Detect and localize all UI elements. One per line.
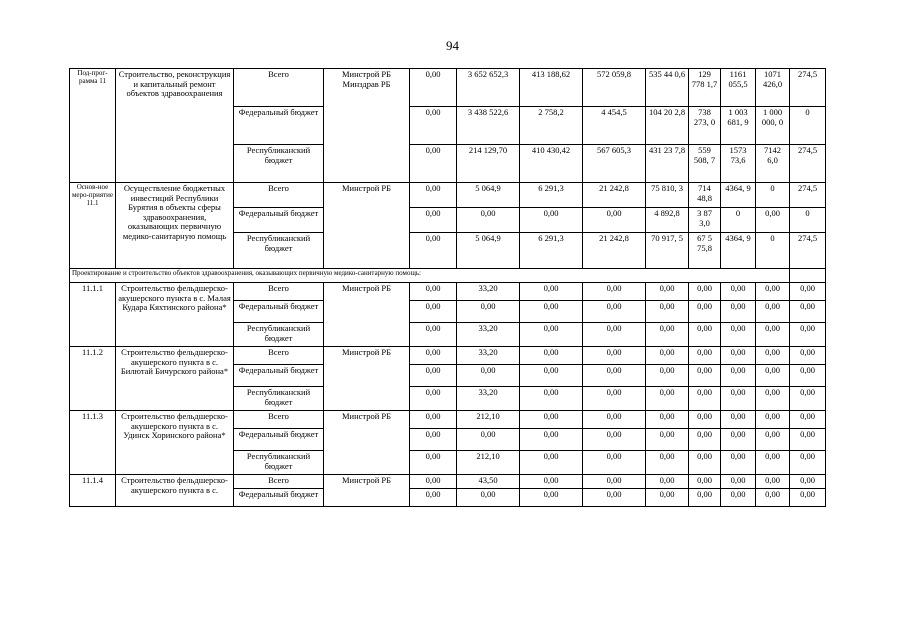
row-name: Строительство, реконструкция и капитальный ремонт объектов здравоохранения	[116, 69, 234, 183]
value-cell: 0,00	[790, 365, 826, 387]
value-cell: 567 605,3	[583, 145, 646, 183]
value-cell: 0,00	[756, 347, 790, 365]
value-cell: 0,00	[721, 475, 756, 489]
value-cell: 21 242,8	[583, 183, 646, 208]
value-cell: 67 5 75,8	[689, 233, 721, 269]
value-cell: 3 438 522,6	[457, 107, 520, 145]
value-cell: 0,00	[646, 301, 689, 323]
value-cell: 410 430,42	[520, 145, 583, 183]
value-cell: 33,20	[457, 387, 520, 411]
value-cell: 0,00	[457, 365, 520, 387]
value-cell: 104 20 2,8	[646, 107, 689, 145]
value-cell: 0,00	[410, 411, 457, 429]
value-cell: 0,00	[520, 208, 583, 233]
funding-source: Республиканский бюджет	[234, 233, 324, 269]
funding-source: Республиканский бюджет	[234, 323, 324, 347]
value-cell: 0,00	[689, 301, 721, 323]
value-cell: 0,00	[583, 489, 646, 507]
value-cell: 1573 73,6	[721, 145, 756, 183]
table-row	[70, 411, 826, 429]
value-cell: 0,00	[410, 365, 457, 387]
value-cell: 6 291,3	[520, 233, 583, 269]
value-cell: 1 000 000, 0	[756, 107, 790, 145]
value-cell: 0,00	[646, 347, 689, 365]
value-cell: 0,00	[410, 283, 457, 301]
executor: Минстрой РБ	[324, 411, 410, 475]
value-cell: 0,00	[646, 323, 689, 347]
value-cell: 129 778 1,7	[689, 69, 721, 107]
value-cell: 0,00	[646, 429, 689, 451]
table-row	[70, 283, 826, 301]
value-cell: 0,00	[457, 489, 520, 507]
value-cell: 0,00	[457, 208, 520, 233]
value-cell: 413 188,62	[520, 69, 583, 107]
value-cell: 0,00	[520, 387, 583, 411]
value-cell: 0,00	[756, 451, 790, 475]
value-cell: 0,00	[457, 301, 520, 323]
value-cell: 274,5	[790, 69, 826, 107]
value-cell: 0,00	[520, 475, 583, 489]
executor: Минстрой РБ	[324, 475, 410, 507]
value-cell: 0,00	[721, 347, 756, 365]
value-cell: 0,00	[790, 347, 826, 365]
value-cell: 5 064,9	[457, 233, 520, 269]
value-cell: 0,00	[756, 429, 790, 451]
value-cell: 0	[790, 107, 826, 145]
executor: Минстрой РБ	[324, 183, 410, 269]
value-cell: 1 003 681, 9	[721, 107, 756, 145]
value-cell: 0,00	[410, 208, 457, 233]
value-cell: 0,00	[583, 323, 646, 347]
section-empty-cell	[790, 269, 826, 283]
funding-source: Республиканский бюджет	[234, 145, 324, 183]
value-cell: 0,00	[721, 365, 756, 387]
value-cell: 0,00	[721, 387, 756, 411]
funding-source: Всего	[234, 411, 324, 429]
funding-source: Всего	[234, 283, 324, 301]
value-cell: 0,00	[756, 283, 790, 301]
value-cell: 2 758,2	[520, 107, 583, 145]
value-cell: 0,00	[583, 365, 646, 387]
row-code: 11.1.1	[70, 283, 116, 347]
value-cell: 0,00	[410, 323, 457, 347]
value-cell: 0,00	[721, 451, 756, 475]
row-name: Строительство фельдшерско-акушерского пункта в с. Удинск Хоринского района*	[116, 411, 234, 475]
value-cell: 0,00	[410, 183, 457, 208]
value-cell: 33,20	[457, 283, 520, 301]
value-cell: 0,00	[790, 411, 826, 429]
value-cell: 0,00	[520, 301, 583, 323]
value-cell: 0,00	[756, 387, 790, 411]
value-cell: 4 892,8	[646, 208, 689, 233]
value-cell: 4364, 9	[721, 183, 756, 208]
funding-source: Республиканский бюджет	[234, 451, 324, 475]
page-number: 94	[446, 38, 459, 53]
value-cell: 0,00	[790, 489, 826, 507]
value-cell: 0,00	[410, 387, 457, 411]
value-cell: 0,00	[410, 429, 457, 451]
value-cell: 0,00	[583, 208, 646, 233]
row-name: Строительство фельдшерско-акушерского пункта в с.	[116, 475, 234, 507]
table-row	[70, 69, 826, 107]
row-code: 11.1.2	[70, 347, 116, 411]
value-cell: 0,00	[646, 475, 689, 489]
value-cell: 0,00	[646, 451, 689, 475]
value-cell: 0,00	[790, 475, 826, 489]
budget-table	[69, 68, 826, 507]
value-cell: 1161 055,5	[721, 69, 756, 107]
row-code: Под-прог-рамма 11	[70, 69, 116, 183]
funding-source: Федеральный бюджет	[234, 301, 324, 323]
value-cell: 0,00	[410, 451, 457, 475]
value-cell: 0,00	[410, 301, 457, 323]
value-cell: 0,00	[721, 323, 756, 347]
value-cell: 0,00	[689, 489, 721, 507]
value-cell: 0,00	[790, 283, 826, 301]
section-title: Проектирование и строительство объектов здравоохранения, оказывающих первичную медико-санитарную помощь:	[70, 269, 790, 283]
value-cell: 0,00	[689, 475, 721, 489]
value-cell: 0,00	[583, 301, 646, 323]
value-cell: 212,10	[457, 451, 520, 475]
value-cell: 0,00	[689, 323, 721, 347]
value-cell: 0	[790, 208, 826, 233]
value-cell: 33,20	[457, 323, 520, 347]
value-cell: 3 652 652,3	[457, 69, 520, 107]
executor: Минстрой РБ Минздрав РБ	[324, 69, 410, 183]
value-cell: 0,00	[583, 387, 646, 411]
funding-source: Республиканский бюджет	[234, 387, 324, 411]
value-cell: 0,00	[646, 411, 689, 429]
value-cell: 535 44 0,6	[646, 69, 689, 107]
row-code: 11.1.3	[70, 411, 116, 475]
funding-source: Всего	[234, 183, 324, 208]
value-cell: 0,00	[721, 429, 756, 451]
row-code: Основ-ное меро-приятие 11.1	[70, 183, 116, 269]
value-cell: 33,20	[457, 347, 520, 365]
table-row	[70, 475, 826, 489]
value-cell: 0,00	[756, 411, 790, 429]
value-cell: 0,00	[689, 411, 721, 429]
funding-source: Федеральный бюджет	[234, 208, 324, 233]
value-cell: 212,10	[457, 411, 520, 429]
value-cell: 0,00	[520, 429, 583, 451]
row-name: Строительство фельдшерско-акушерского пункта в с. Малая Кудара Кяхтинского района*	[116, 283, 234, 347]
funding-source: Федеральный бюджет	[234, 489, 324, 507]
value-cell: 0,00	[756, 208, 790, 233]
value-cell: 0,00	[790, 301, 826, 323]
value-cell: 0,00	[756, 323, 790, 347]
value-cell: 0,00	[520, 451, 583, 475]
value-cell: 0,00	[756, 475, 790, 489]
funding-source: Федеральный бюджет	[234, 107, 324, 145]
value-cell: 43,50	[457, 475, 520, 489]
value-cell: 21 242,8	[583, 233, 646, 269]
value-cell: 0,00	[410, 145, 457, 183]
value-cell: 0,00	[790, 387, 826, 411]
value-cell: 0,00	[410, 489, 457, 507]
value-cell: 0,00	[410, 107, 457, 145]
value-cell: 714 48,8	[689, 183, 721, 208]
value-cell: 0	[756, 233, 790, 269]
value-cell: 431 23 7,8	[646, 145, 689, 183]
value-cell: 0	[721, 208, 756, 233]
table-row	[70, 183, 826, 208]
value-cell: 0,00	[721, 301, 756, 323]
value-cell: 0,00	[790, 429, 826, 451]
value-cell: 274,5	[790, 233, 826, 269]
value-cell: 5 064,9	[457, 183, 520, 208]
value-cell: 0,00	[646, 489, 689, 507]
row-name: Осуществление бюджетных инвестиций Республики Бурятия в объекты сферы здравоохранения, оказывающих первичную медико-санитарную помощь	[116, 183, 234, 269]
value-cell: 0,00	[646, 365, 689, 387]
value-cell: 0,00	[790, 323, 826, 347]
value-cell: 0,00	[520, 347, 583, 365]
value-cell: 0,00	[721, 489, 756, 507]
value-cell: 0,00	[583, 429, 646, 451]
value-cell: 75 810, 3	[646, 183, 689, 208]
value-cell: 0,00	[646, 387, 689, 411]
value-cell: 4364, 9	[721, 233, 756, 269]
value-cell: 0,00	[689, 451, 721, 475]
row-name: Строительство фельдшерско-акушерского пункта в с. Билютай Бичурского района*	[116, 347, 234, 411]
section-row	[70, 269, 826, 283]
value-cell: 0,00	[520, 323, 583, 347]
value-cell: 0,00	[410, 475, 457, 489]
value-cell: 0,00	[583, 475, 646, 489]
value-cell: 274,5	[790, 145, 826, 183]
value-cell: 1071 426,0	[756, 69, 790, 107]
value-cell: 0,00	[520, 411, 583, 429]
value-cell: 0,00	[583, 283, 646, 301]
value-cell: 0,00	[410, 347, 457, 365]
value-cell: 0,00	[583, 411, 646, 429]
value-cell: 274,5	[790, 183, 826, 208]
value-cell: 0,00	[756, 365, 790, 387]
value-cell: 0,00	[646, 283, 689, 301]
table-row	[70, 347, 826, 365]
value-cell: 0,00	[721, 411, 756, 429]
funding-source: Всего	[234, 347, 324, 365]
executor: Минстрой РБ	[324, 347, 410, 411]
value-cell: 0,00	[689, 429, 721, 451]
value-cell: 3 87 3,0	[689, 208, 721, 233]
funding-source: Федеральный бюджет	[234, 365, 324, 387]
funding-source: Федеральный бюджет	[234, 429, 324, 451]
value-cell: 0,00	[689, 387, 721, 411]
value-cell: 4 454,5	[583, 107, 646, 145]
value-cell: 0,00	[689, 347, 721, 365]
value-cell: 0,00	[721, 283, 756, 301]
value-cell: 0,00	[583, 347, 646, 365]
value-cell: 0,00	[756, 301, 790, 323]
value-cell: 214 129,70	[457, 145, 520, 183]
value-cell: 0,00	[583, 451, 646, 475]
value-cell: 0,00	[520, 283, 583, 301]
value-cell: 0,00	[520, 489, 583, 507]
value-cell: 0,00	[410, 69, 457, 107]
value-cell: 0	[756, 183, 790, 208]
value-cell: 0,00	[410, 233, 457, 269]
value-cell: 70 917, 5	[646, 233, 689, 269]
executor: Минстрой РБ	[324, 283, 410, 347]
value-cell: 559 508, 7	[689, 145, 721, 183]
value-cell: 0,00	[457, 429, 520, 451]
value-cell: 572 059,8	[583, 69, 646, 107]
funding-source: Всего	[234, 475, 324, 489]
value-cell: 0,00	[520, 365, 583, 387]
row-code: 11.1.4	[70, 475, 116, 507]
value-cell: 0,00	[790, 451, 826, 475]
value-cell: 0,00	[689, 283, 721, 301]
funding-source: Всего	[234, 69, 324, 107]
value-cell: 0,00	[756, 489, 790, 507]
value-cell: 7142 6,0	[756, 145, 790, 183]
value-cell: 0,00	[689, 365, 721, 387]
value-cell: 738 273, 0	[689, 107, 721, 145]
value-cell: 6 291,3	[520, 183, 583, 208]
